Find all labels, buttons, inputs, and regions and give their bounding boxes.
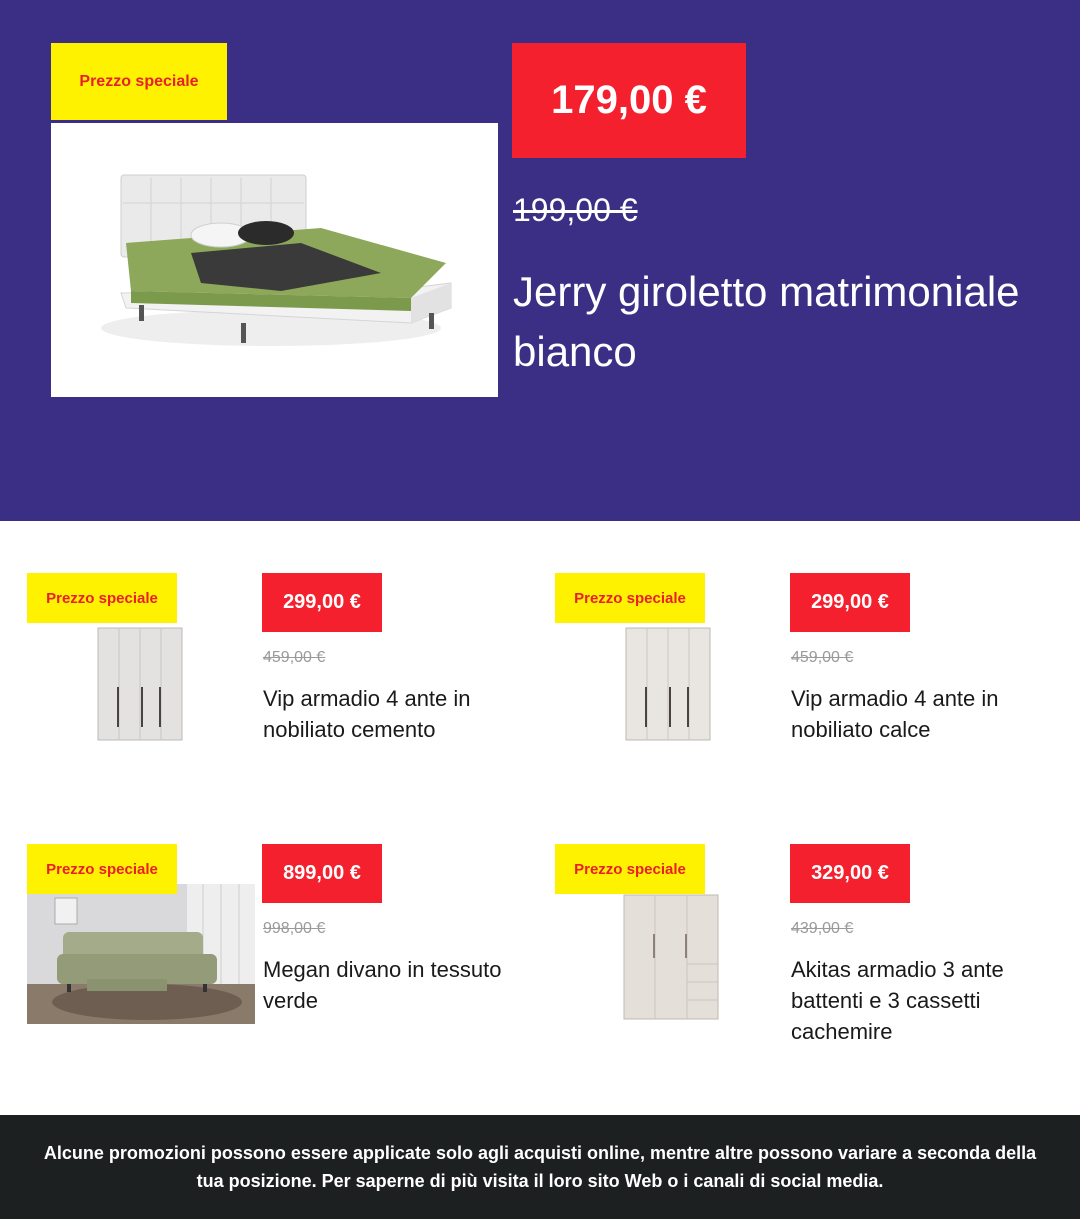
special-price-badge: Prezzo speciale [51,43,227,120]
old-price: 998,00 € [263,920,326,937]
wardrobe-drawers-image[interactable] [623,894,719,1020]
disclaimer-text: Alcune promozioni possono essere applicate solo agli acquisti online, mentre altre possono variare a seconda della tua posizione. Per saperne di più visita il loro sito Web o i canali di social media. [43,1143,1037,1191]
product-card[interactable] [555,573,1075,813]
product-name[interactable]: Vip armadio 4 ante in nobiliato calce [791,686,999,742]
wardrobe-image[interactable] [625,627,711,741]
wardrobe-image[interactable] [97,627,183,741]
special-price-badge: Prezzo speciale [27,844,177,894]
old-price: 459,00 € [791,649,854,666]
old-price: 459,00 € [263,649,326,666]
sofa-image[interactable] [27,884,255,1024]
sale-price: 329,00 € [790,844,910,903]
product-card[interactable] [555,844,1075,1084]
special-price-badge: Prezzo speciale [27,573,177,623]
disclaimer-footer [0,1115,1080,1219]
product-name[interactable]: Vip armadio 4 ante in nobiliato cemento [263,686,471,742]
special-price-badge: Prezzo speciale [555,573,705,623]
sale-price: 899,00 € [262,844,382,903]
product-card[interactable] [27,844,547,1084]
old-price: 439,00 € [791,920,854,937]
sale-price: 299,00 € [790,573,910,632]
special-price-badge: Prezzo speciale [555,844,705,894]
sale-price: 299,00 € [262,573,382,632]
product-name[interactable]: Akitas armadio 3 ante battenti e 3 cassetti cachemire [791,957,1004,1044]
hero-product-title[interactable]: Jerry giroletto matrimoniale bianco [513,268,1020,375]
bed-image[interactable] [51,123,498,397]
product-name[interactable]: Megan divano in tessuto verde [263,957,502,1013]
product-card[interactable] [27,573,547,813]
hero-price: 179,00 € [512,43,746,158]
hero-old-price: 199,00 € [513,192,638,228]
hero-banner [0,0,1080,521]
